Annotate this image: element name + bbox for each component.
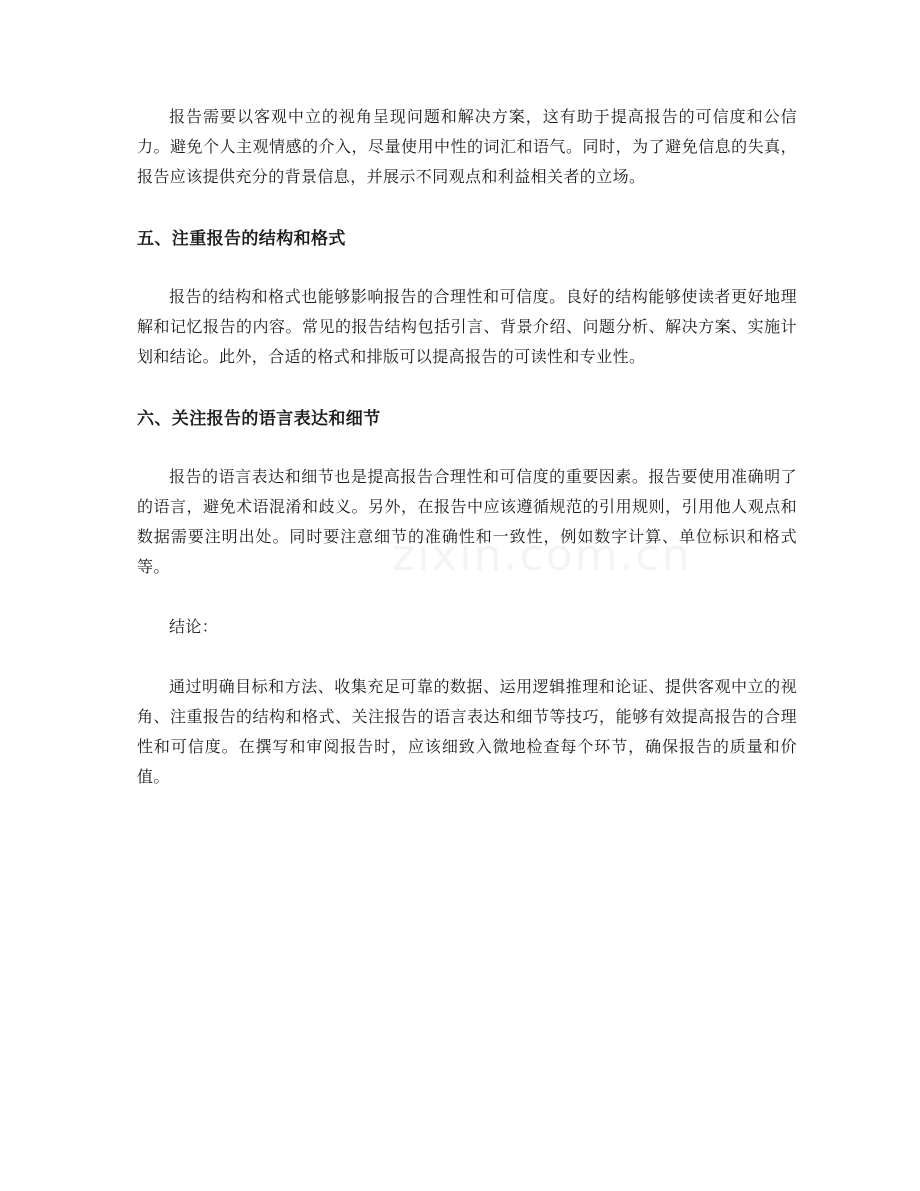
paragraph-objectivity: 报告需要以客观中立的视角呈现问题和解决方案，这有助于提高报告的可信度和公信力。避免个人主观情感的介入，尽量使用中性的词汇和语气。同时，为了避免信息的失真，报告应该提供充分的背景信息，并展示不同观点和利益相关者的立场。 [137,107,797,186]
conclusion-label: 结论： [169,617,219,636]
document-body [137,102,797,792]
paragraph-language: 报告的语言表达和细节也是提高报告合理性和可信度的重要因素。报告要使用准确明了的语言，避免术语混淆和歧义。另外，在报告中应该遵循规范的引用规则，引用他人观点和数据需要注明出处。同时要注意细节的准确性和一致性，例如数字计算、单位标识和格式等。 [137,467,797,576]
paragraph-structure: 报告的结构和格式也能够影响报告的合理性和可信度。良好的结构能够使读者更好地理解和记忆报告的内容。常见的报告结构包括引言、背景介绍、问题分析、解决方案、实施计划和结论。此外，合适的格式和排版可以提高报告的可读性和专业性。 [137,287,797,366]
section-heading-6: 六、关注报告的语言表达和细节 [137,409,381,429]
paragraph-conclusion: 通过明确目标和方法、收集充足可靠的数据、运用逻辑推理和论证、提供客观中立的视角、注重报告的结构和格式、关注报告的语言表达和细节等技巧，能够有效提高报告的合理性和可信度。在撰写和审阅报告时，应该细致入微地检查每个环节，确保报告的质量和价值。 [137,677,797,786]
section-heading-5: 五、注重报告的结构和格式 [137,229,346,249]
